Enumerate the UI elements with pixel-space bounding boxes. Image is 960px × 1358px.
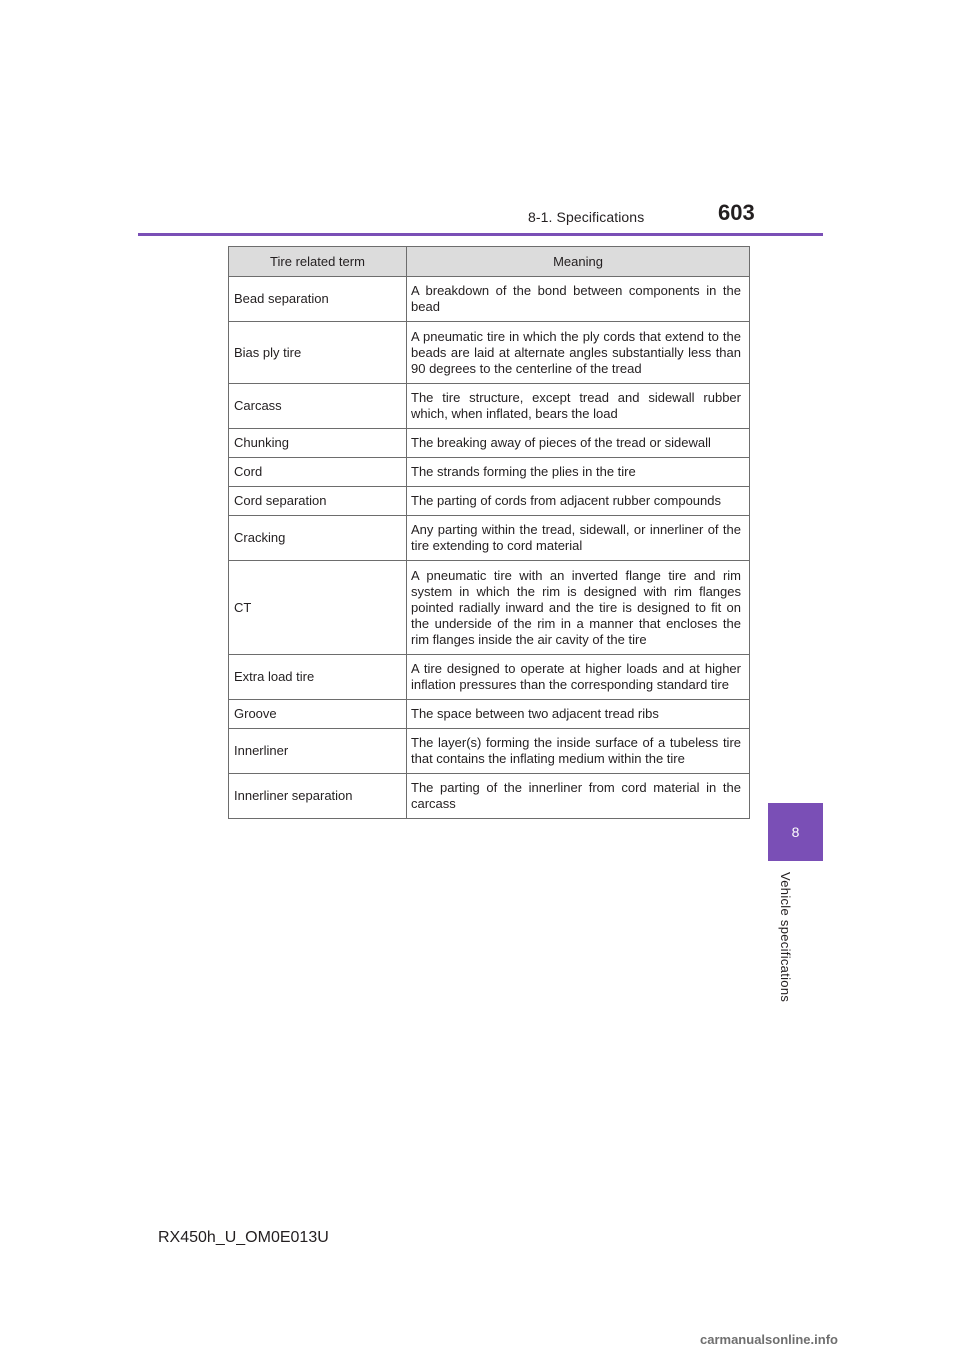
table-row (229, 516, 750, 561)
meaning-cell: A breakdown of the bond between components in the bead (407, 277, 750, 322)
table-row (229, 322, 750, 384)
table-header-row (229, 247, 750, 277)
meaning-cell: The layer(s) forming the inside surface of a tubeless tire that contains the inflating medium within the tire (407, 729, 750, 774)
tire-terms-table (228, 246, 750, 819)
table-row (229, 277, 750, 322)
term-cell: Innerliner separation (229, 774, 407, 819)
term-cell: CT (229, 561, 407, 655)
meaning-cell: Any parting within the tread, sidewall, or innerliner of the tire extending to cord material (407, 516, 750, 561)
meaning-cell: The parting of cords from adjacent rubber compounds (407, 487, 750, 516)
term-cell: Extra load tire (229, 655, 407, 700)
term-cell: Groove (229, 700, 407, 729)
page-number: 603 (718, 200, 755, 225)
table-row (229, 487, 750, 516)
meaning-cell: The parting of the innerliner from cord material in the carcass (407, 774, 750, 819)
header-rule (138, 233, 823, 236)
term-cell: Chunking (229, 429, 407, 458)
meaning-cell: The tire structure, except tread and sidewall rubber which, when inflated, bears the load (407, 384, 750, 429)
chapter-number: 8 (791, 824, 800, 840)
column-header-meaning: Meaning (407, 247, 750, 277)
table-row (229, 774, 750, 819)
meaning-cell: A pneumatic tire in which the ply cords that extend to the beads are laid at alternate angles substantially less than 90 degrees to the centerline of the tread (407, 322, 750, 384)
table-row (229, 429, 750, 458)
watermark: carmanualsonline.info (700, 1332, 838, 1347)
table-row (229, 729, 750, 774)
term-cell: Bias ply tire (229, 322, 407, 384)
meaning-cell: The strands forming the plies in the tire (407, 458, 750, 487)
term-cell: Carcass (229, 384, 407, 429)
manual-code: RX450h_U_OM0E013U (158, 1229, 329, 1246)
chapter-label: Vehicle specifications (778, 872, 793, 1003)
meaning-cell: The breaking away of pieces of the tread or sidewall (407, 429, 750, 458)
term-cell: Cracking (229, 516, 407, 561)
chapter-tab[interactable] (768, 803, 823, 861)
table-row (229, 458, 750, 487)
section-title: 8-1. Specifications (528, 209, 645, 225)
term-cell: Cord separation (229, 487, 407, 516)
term-cell: Cord (229, 458, 407, 487)
table-row (229, 700, 750, 729)
table-row (229, 561, 750, 655)
column-header-term: Tire related term (229, 247, 407, 277)
meaning-cell: The space between two adjacent tread ribs (407, 700, 750, 729)
meaning-cell: A pneumatic tire with an inverted flange tire and rim system in which the rim is designed with rim flanges pointed radially inward and the tire is designed to fit on the underside of the rim in a manner that encloses the rim flanges inside the air cavity of the tire (407, 561, 750, 655)
table-row (229, 384, 750, 429)
term-cell: Bead separation (229, 277, 407, 322)
table-row (229, 655, 750, 700)
meaning-cell: A tire designed to operate at higher loads and at higher inflation pressures than the corresponding standard tire (407, 655, 750, 700)
term-cell: Innerliner (229, 729, 407, 774)
